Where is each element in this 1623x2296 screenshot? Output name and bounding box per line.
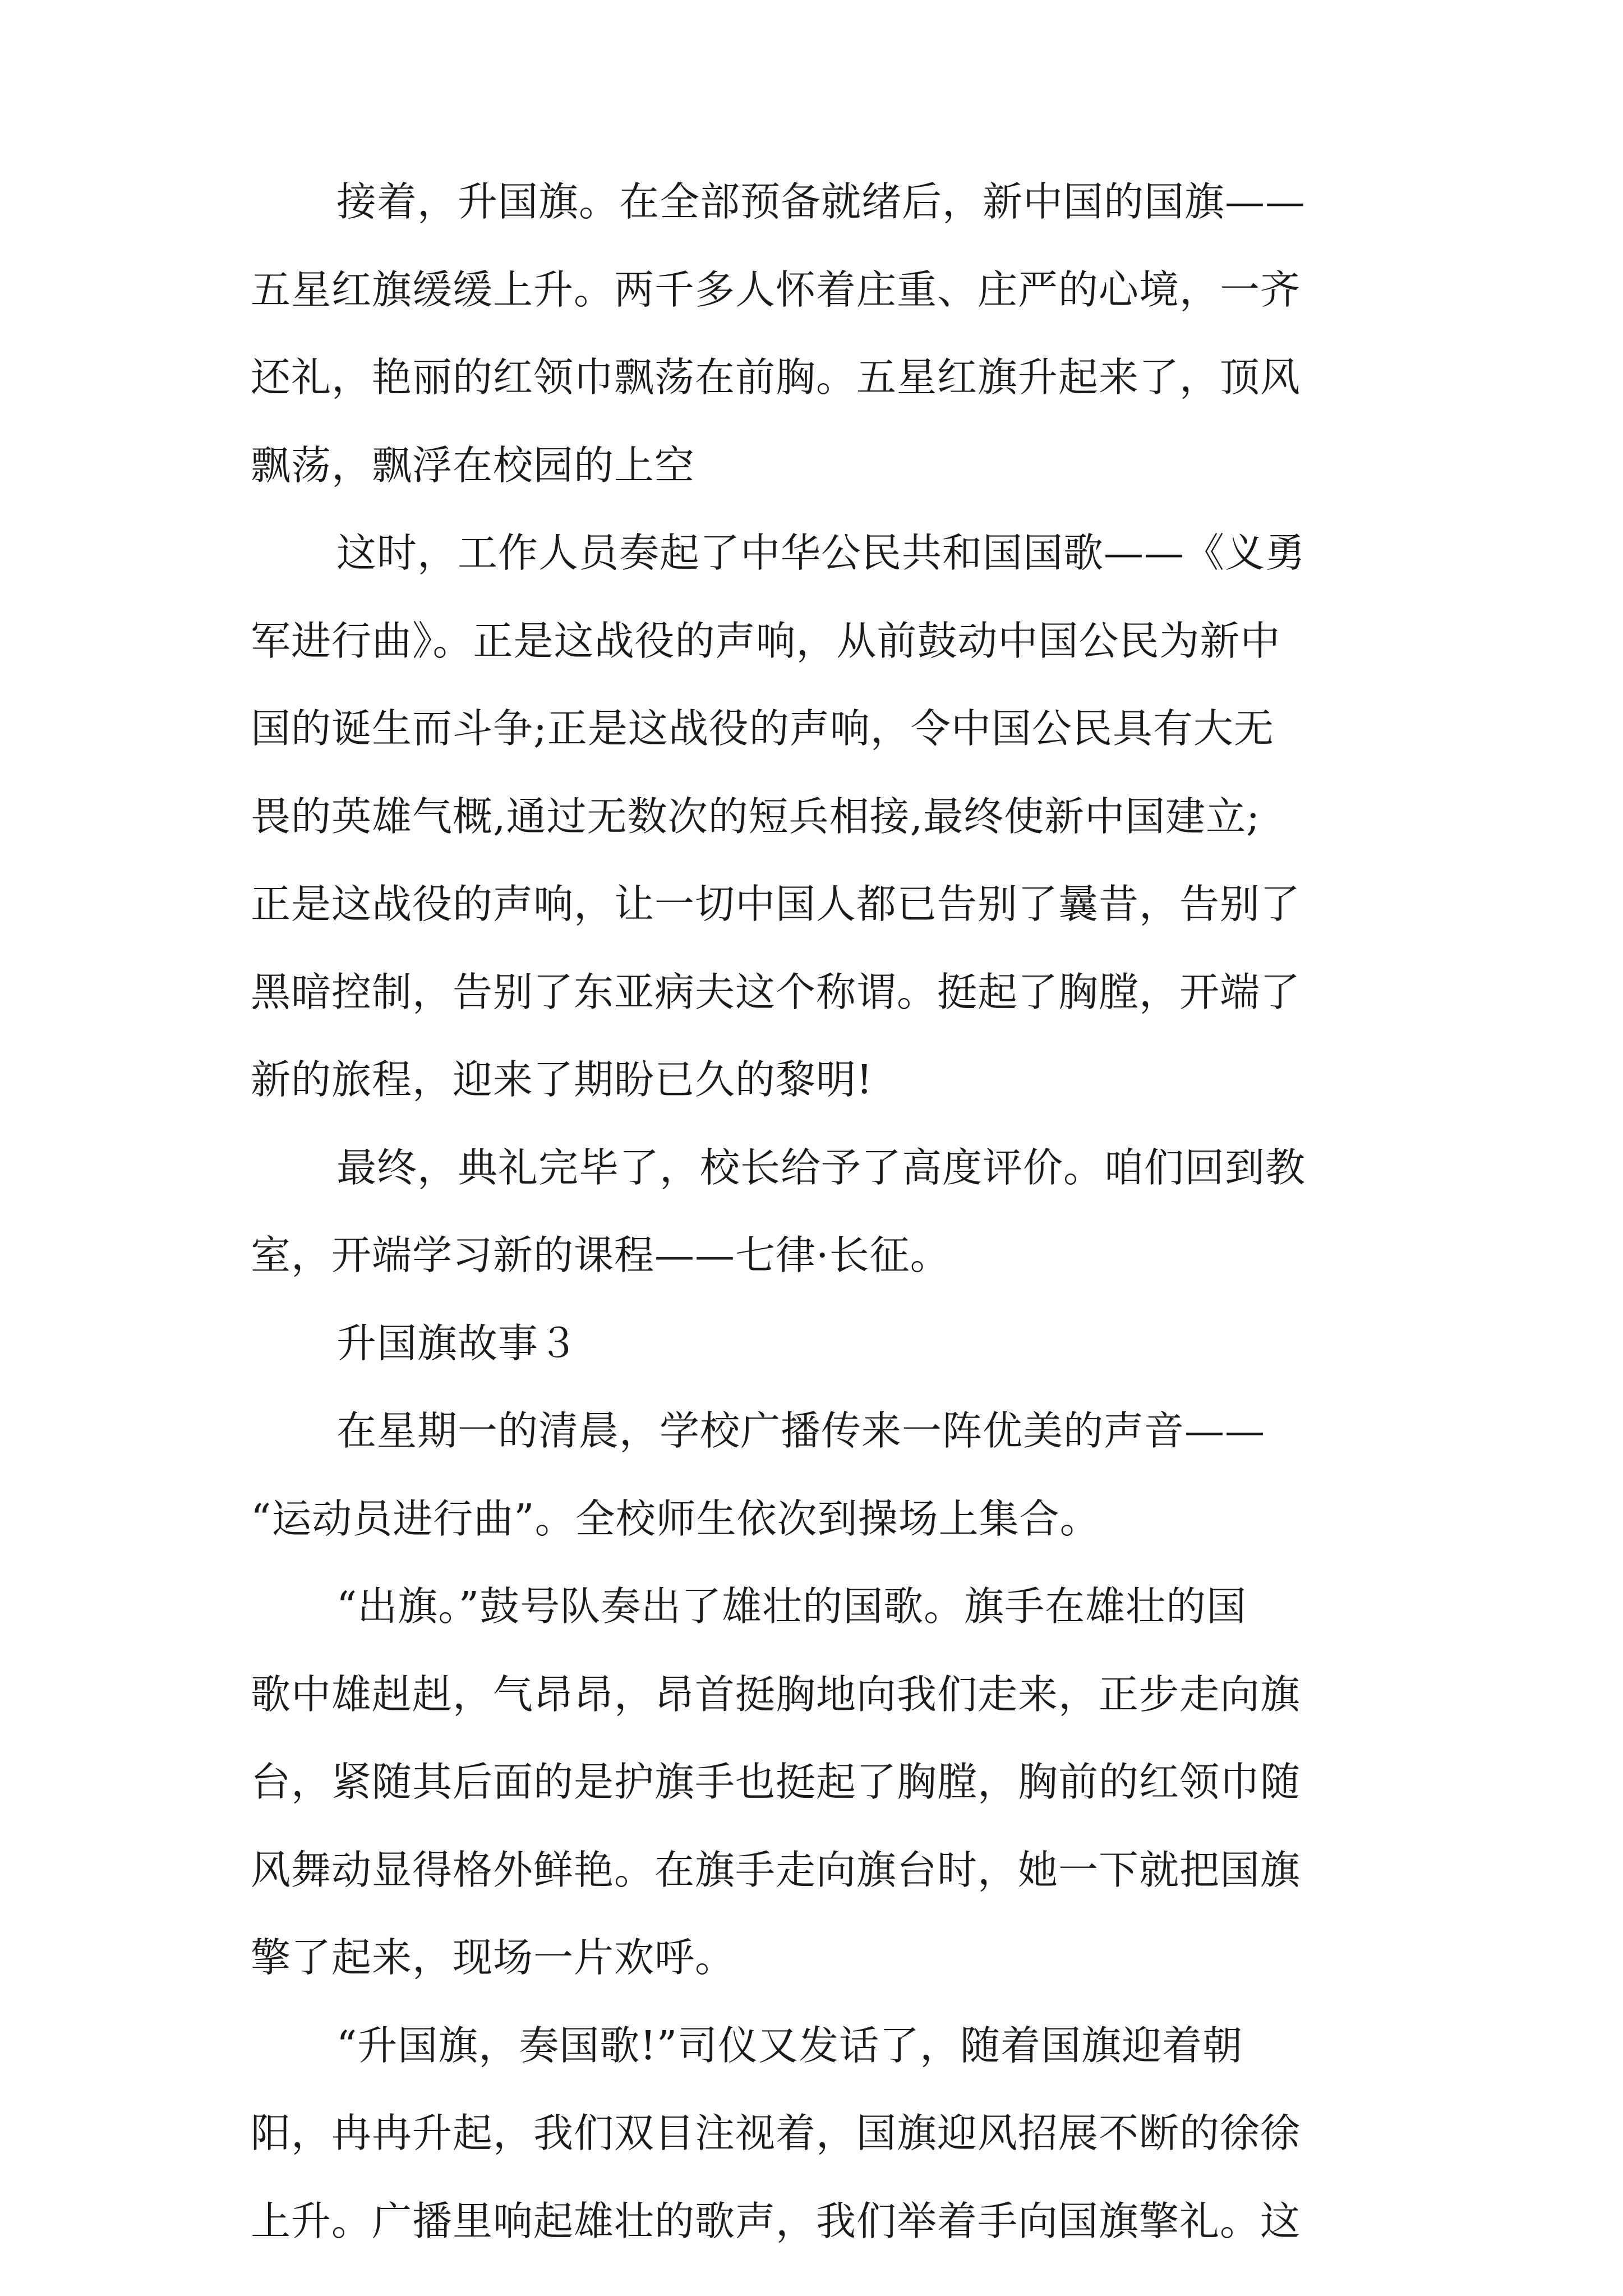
text-line: 阳，冉冉升起，我们双目注视着，国旗迎风招展不断的徐徐	[251, 2110, 1301, 2156]
text-line: 还礼，艳丽的红领巾飘荡在前胸。五星红旗升起来了，顶风	[251, 354, 1301, 401]
text-line: “升国旗，奏国歌!”司仪又发话了，随着国旗迎着朝	[336, 2022, 1243, 2069]
text-line: 上升。广播里响起雄壮的歌声，我们举着手向国旗擎礼。这	[251, 2198, 1301, 2244]
text-line: 飘荡，飘浮在校园的上空	[251, 442, 695, 489]
text-line: 新的旅程，迎来了期盼已久的黎明!	[251, 1056, 873, 1103]
text-line: 最终，典礼完毕了，校长给予了高度评价。咱们回到教	[336, 1144, 1306, 1191]
text-line: 畏的英雄气概,通过无数次的短兵相接,最终使新中国建立;	[251, 793, 1261, 840]
text-line: “运动员进行曲”。全校师生依次到操场上集合。	[251, 1496, 1100, 1542]
text-line: “出旗。”鼓号队奏出了雄壮的国歌。旗手在雄壮的国	[336, 1583, 1247, 1630]
text-line: 正是这战役的声响，让一切中国人都已告别了曩昔，告别了	[251, 881, 1301, 927]
text-line: 这时，工作人员奏起了中华公民共和国国歌——《义勇	[336, 530, 1306, 576]
text-line: 室，开端学习新的课程——七律·长征。	[251, 1232, 951, 1278]
text-line: 国的诞生而斗争;正是这战役的声响，令中国公民具有大无	[251, 705, 1274, 752]
text-line: 接着，升国旗。在全部预备就绪后，新中国的国旗——	[336, 178, 1306, 225]
text-line: 在星期一的清晨，学校广播传来一阵优美的声音——	[336, 1407, 1266, 1454]
text-line: 黑暗控制，告别了东亚病夫这个称谓。挺起了胸膛，开端了	[251, 969, 1301, 1015]
section-heading: 升国旗故事３	[336, 1320, 579, 1366]
text-line: 擎了起来，现场一片欢呼。	[251, 1934, 736, 1981]
text-line: 台，紧随其后面的是护旗手也挺起了胸膛，胸前的红领巾随	[251, 1759, 1301, 1805]
text-line: 五星红旗缓缓上升。两千多人怀着庄重、庄严的心境，一齐	[251, 266, 1301, 313]
text-line: 歌中雄赳赳，气昂昂，昂首挺胸地向我们走来，正步走向旗	[251, 1671, 1301, 1718]
text-line: 风舞动显得格外鲜艳。在旗手走向旗台时，她一下就把国旗	[251, 1847, 1301, 1893]
text-line: 军进行曲》。正是这战役的声响，从前鼓动中国公民为新中	[251, 618, 1281, 664]
